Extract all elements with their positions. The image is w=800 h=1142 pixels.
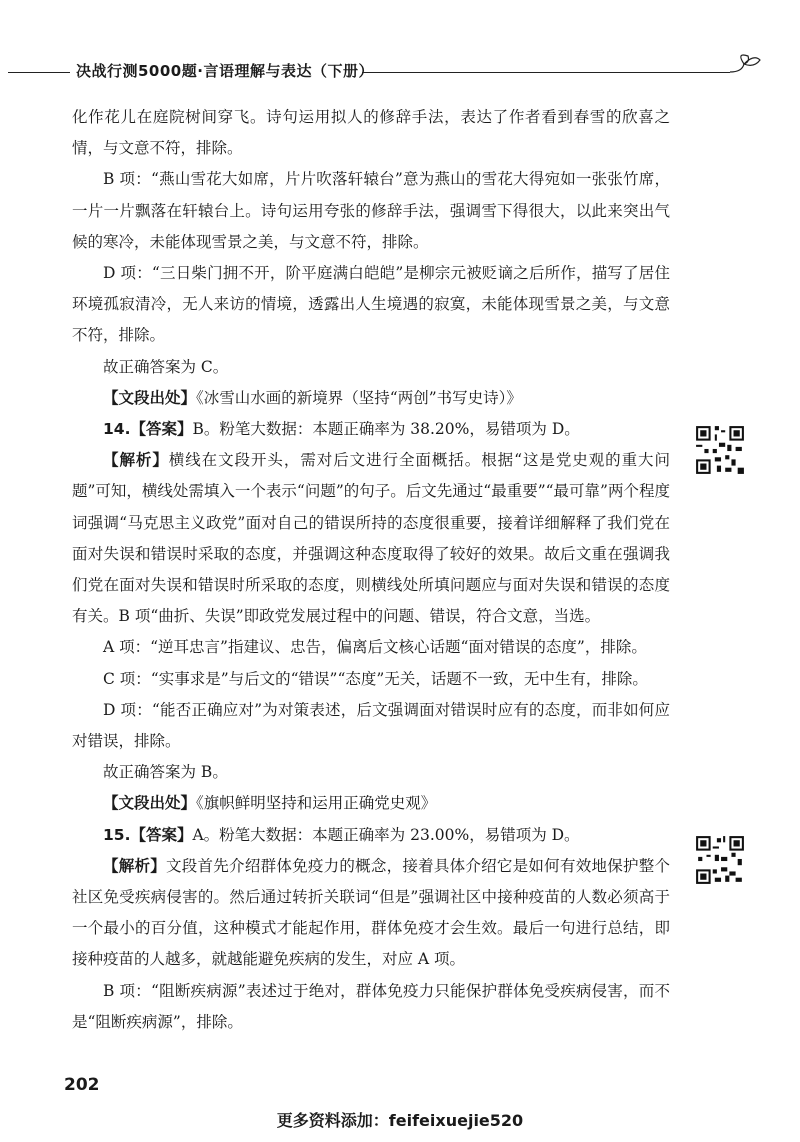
qr-code-icon [694, 424, 746, 476]
header-rule-left [8, 72, 70, 73]
paragraph-text: 横线在文段开头，需对后文进行全面概括。根据“这是党史观的重大问题”可知，横线处需填入一个表示“问题”的句子。后文先通过“最重要”“最可靠”两个程度词强调“马克思主义政党”面对自己的错误所持的态度很重要，接着详细解释了我们党在面对失误和错误时采取的态度，并强调这种态度取得了较好的效果。故后文重在强调我们党在面对失误和错误时所采取的态度，则横线处所填问题应与面对失误和错误的态度有关。B 项“曲折、失误”即政党发展过程中的问题、错误，符合文意，当选。 [72, 451, 670, 626]
body-paragraph [72, 445, 670, 632]
body-paragraph [72, 383, 670, 414]
section-tag: 14.【答案】 [103, 420, 193, 439]
header-rule-right [362, 72, 730, 73]
section-tag: 【解析】 [103, 856, 167, 875]
sprout-icon [724, 50, 764, 80]
section-tag: 15.【答案】 [103, 825, 193, 844]
book-title: 决战行测5000题·言语理解与表达（下册） [76, 62, 374, 80]
body-paragraph [72, 664, 670, 695]
paragraph-text: D 项：“三日柴门拥不开，阶平庭满白皑皑”是柳宗元被贬谪之后所作，描写了居住环境孤寂清冷，无人来访的情境，透露出人生境遇的寂寞，未能体现雪景之美，与文意不符，排除。 [72, 264, 670, 345]
paragraph-text: A。粉笔大数据：本题正确率为 23.00%，易错项为 D。 [192, 825, 580, 844]
body-paragraph [72, 632, 670, 663]
section-tag: 【文段出处】 [103, 794, 197, 813]
paragraph-text: 《冰雪山水画的新境界（坚持“两创”书写史诗）》 [196, 388, 522, 407]
body-paragraph [72, 788, 670, 819]
paragraph-text: 文段首先介绍群体免疫力的概念，接着具体介绍它是如何有效地保护整个社区免受疾病侵害的。然后通过转折关联词“但是”强调社区中接种疫苗的人数必须高于一个最小的百分值，这种模式才能起作用，群体免疫才会生效。最后一句进行总结，即接种疫苗的人越多，就越能避免疾病的发生，对应 A 项。 [72, 856, 670, 969]
body-paragraph [72, 820, 670, 851]
section-tag: 【解析】 [103, 451, 169, 470]
paragraph-text: B。粉笔大数据：本题正确率为 38.20%，易错项为 D。 [192, 420, 580, 439]
section-tag: 【文段出处】 [103, 388, 197, 407]
footer-note: 更多资料添加：feifeixuejie520 [276, 1111, 524, 1130]
paragraph-text: 故正确答案为 C。 [103, 357, 229, 376]
paragraph-text: B 项：“燕山雪花大如席，片片吹落轩辕台”意为燕山的雪花大得宛如一张张竹席，一片一片飘落在轩辕台上。诗句运用夸张的修辞手法，强调雪下得很大，以此来突出气候的寒冷，未能体现雪景之美，与文意不符，排除。 [72, 170, 670, 251]
body-paragraph [72, 102, 670, 164]
paragraph-text: C 项：“实事求是”与后文的“错误”“态度”无关，话题不一致，无中生有，排除。 [103, 669, 648, 688]
body-paragraph [72, 851, 670, 976]
paragraph-text: B 项：“阻断疾病源”表述过于绝对，群体免疫力只能保护群体免受疾病侵害，而不是“阻断疾病源”，排除。 [72, 981, 670, 1031]
paragraph-text: 化作花儿在庭院树间穿飞。诗句运用拟人的修辞手法，表达了作者看到春雪的欣喜之情，与文意不符，排除。 [72, 108, 670, 158]
paragraph-text: 《旗帜鲜明坚持和运用正确党史观》 [196, 794, 437, 813]
page-header [0, 56, 800, 86]
paragraph-text: 故正确答案为 B。 [103, 763, 228, 782]
body-paragraph [72, 258, 670, 352]
body-paragraph [72, 414, 670, 445]
page-number: 202 [64, 1075, 100, 1095]
body-paragraph [72, 757, 670, 788]
paragraph-text: D 项：“能否正确应对”为对策表述，后文强调面对错误时应有的态度，而非如何应对错误，排除。 [72, 700, 670, 751]
qr-code-icon [694, 834, 746, 886]
article-body [72, 102, 670, 1038]
body-paragraph [72, 352, 670, 383]
body-paragraph [72, 695, 670, 757]
paragraph-text: A 项：“逆耳忠言”指建议、忠告，偏离后文核心话题“面对错误的态度”，排除。 [103, 638, 647, 657]
body-paragraph [72, 976, 670, 1038]
body-paragraph [72, 164, 670, 258]
